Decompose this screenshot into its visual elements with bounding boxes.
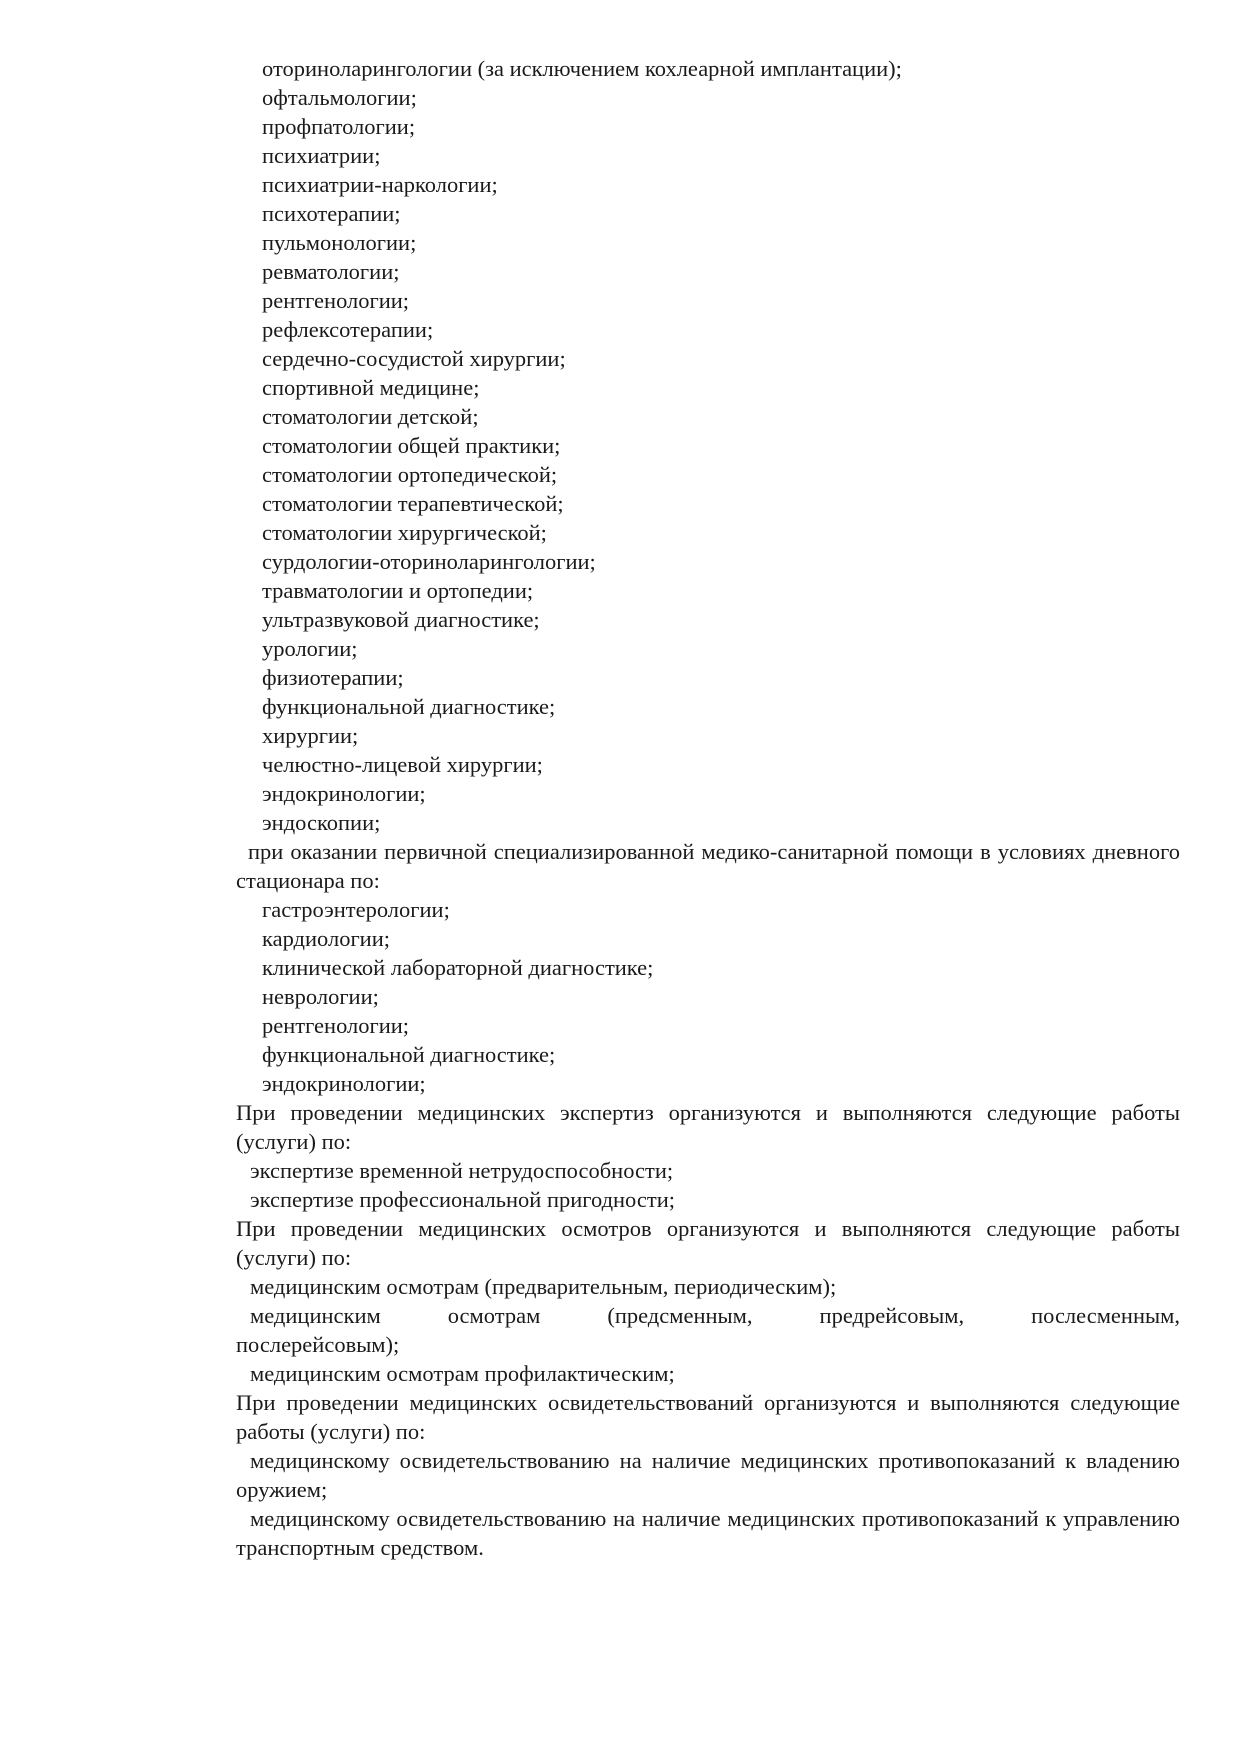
word: (предсменным, [607, 1303, 753, 1328]
list-item-continuation: послерейсовым); [236, 1332, 400, 1357]
list-item: экспертизе временной нетрудоспособности; [250, 1158, 674, 1183]
list-item: сердечно-сосудистой хирургии; [262, 346, 566, 371]
list-item: спортивной медицине; [262, 375, 480, 400]
list-item: рентгенологии; [262, 288, 410, 313]
list-item: гастроэнтерологии; [262, 897, 450, 922]
list-item: медицинским осмотрам профилактическим; [250, 1361, 675, 1386]
list-item: сурдологии-оториноларингологии; [262, 549, 596, 574]
word: медицинским [250, 1303, 381, 1328]
outpatient-specialty-list [236, 54, 1180, 837]
list-item: функциональной диагностике; [262, 1042, 556, 1067]
expertise-intro: При проведении медицинских экспертиз организуются и выполняются следующие работы (услуги) по: [236, 1100, 1180, 1154]
list-item: кардиологии; [262, 926, 391, 951]
list-item: стоматологии детской; [262, 404, 479, 429]
word: послесменным, [1031, 1303, 1180, 1328]
list-item: эндоскопии; [262, 810, 381, 835]
list-item: ревматологии; [262, 259, 400, 284]
list-item-spread-line [236, 1301, 1180, 1330]
list-item: медицинскому освидетельствованию на наличие медицинских противопоказаний к владению оружием; [236, 1448, 1180, 1502]
list-item: стоматологии общей практики; [262, 433, 561, 458]
certification-intro: При проведении медицинских освидетельствований организуются и выполняются следующие работы (услуги) по: [236, 1390, 1180, 1444]
word: предрейсовым, [819, 1303, 965, 1328]
list-item: эндокринологии; [262, 1071, 426, 1096]
list-item: травматологии и ортопедии; [262, 578, 534, 603]
list-item: клинической лабораторной диагностике; [262, 955, 654, 980]
list-item: рефлексотерапии; [262, 317, 434, 342]
list-item: медицинскому освидетельствованию на наличие медицинских противопоказаний к управлению транспортным средством. [236, 1506, 1180, 1560]
list-item: ультразвуковой диагностике; [262, 607, 540, 632]
day-hospital-specialty-list [236, 895, 1180, 1098]
list-item: медицинским осмотрам (предварительным, периодическим); [250, 1274, 837, 1299]
list-item: психиатрии; [262, 143, 381, 168]
list-item: экспертизе профессиональной пригодности; [250, 1187, 675, 1212]
exams-intro: При проведении медицинских осмотров организуются и выполняются следующие работы (услуги) по: [236, 1216, 1180, 1270]
list-item: физиотерапии; [262, 665, 404, 690]
list-item: пульмонологии; [262, 230, 417, 255]
day-hospital-intro: при оказании первичной специализированной медико-санитарной помощи в условиях дневного стационара по: [236, 839, 1180, 893]
list-item: эндокринологии; [262, 781, 426, 806]
list-item: психотерапии; [262, 201, 401, 226]
list-item: психиатрии-наркологии; [262, 172, 498, 197]
list-item: урологии; [262, 636, 358, 661]
list-item: функциональной диагностике; [262, 694, 556, 719]
list-item: челюстно-лицевой хирургии; [262, 752, 543, 777]
list-item: оториноларингологии (за исключением кохлеарной имплантации); [262, 56, 902, 81]
list-item: офтальмологии; [262, 85, 417, 110]
list-item: стоматологии хирургической; [262, 520, 547, 545]
list-item: неврологии; [262, 984, 379, 1009]
list-item: стоматологии терапевтической; [262, 491, 564, 516]
word: осмотрам [447, 1303, 541, 1328]
list-item: хирургии; [262, 723, 359, 748]
list-item: рентгенологии; [262, 1013, 410, 1038]
document-body [236, 54, 1180, 1562]
list-item: профпатологии; [262, 114, 416, 139]
list-item: стоматологии ортопедической; [262, 462, 558, 487]
